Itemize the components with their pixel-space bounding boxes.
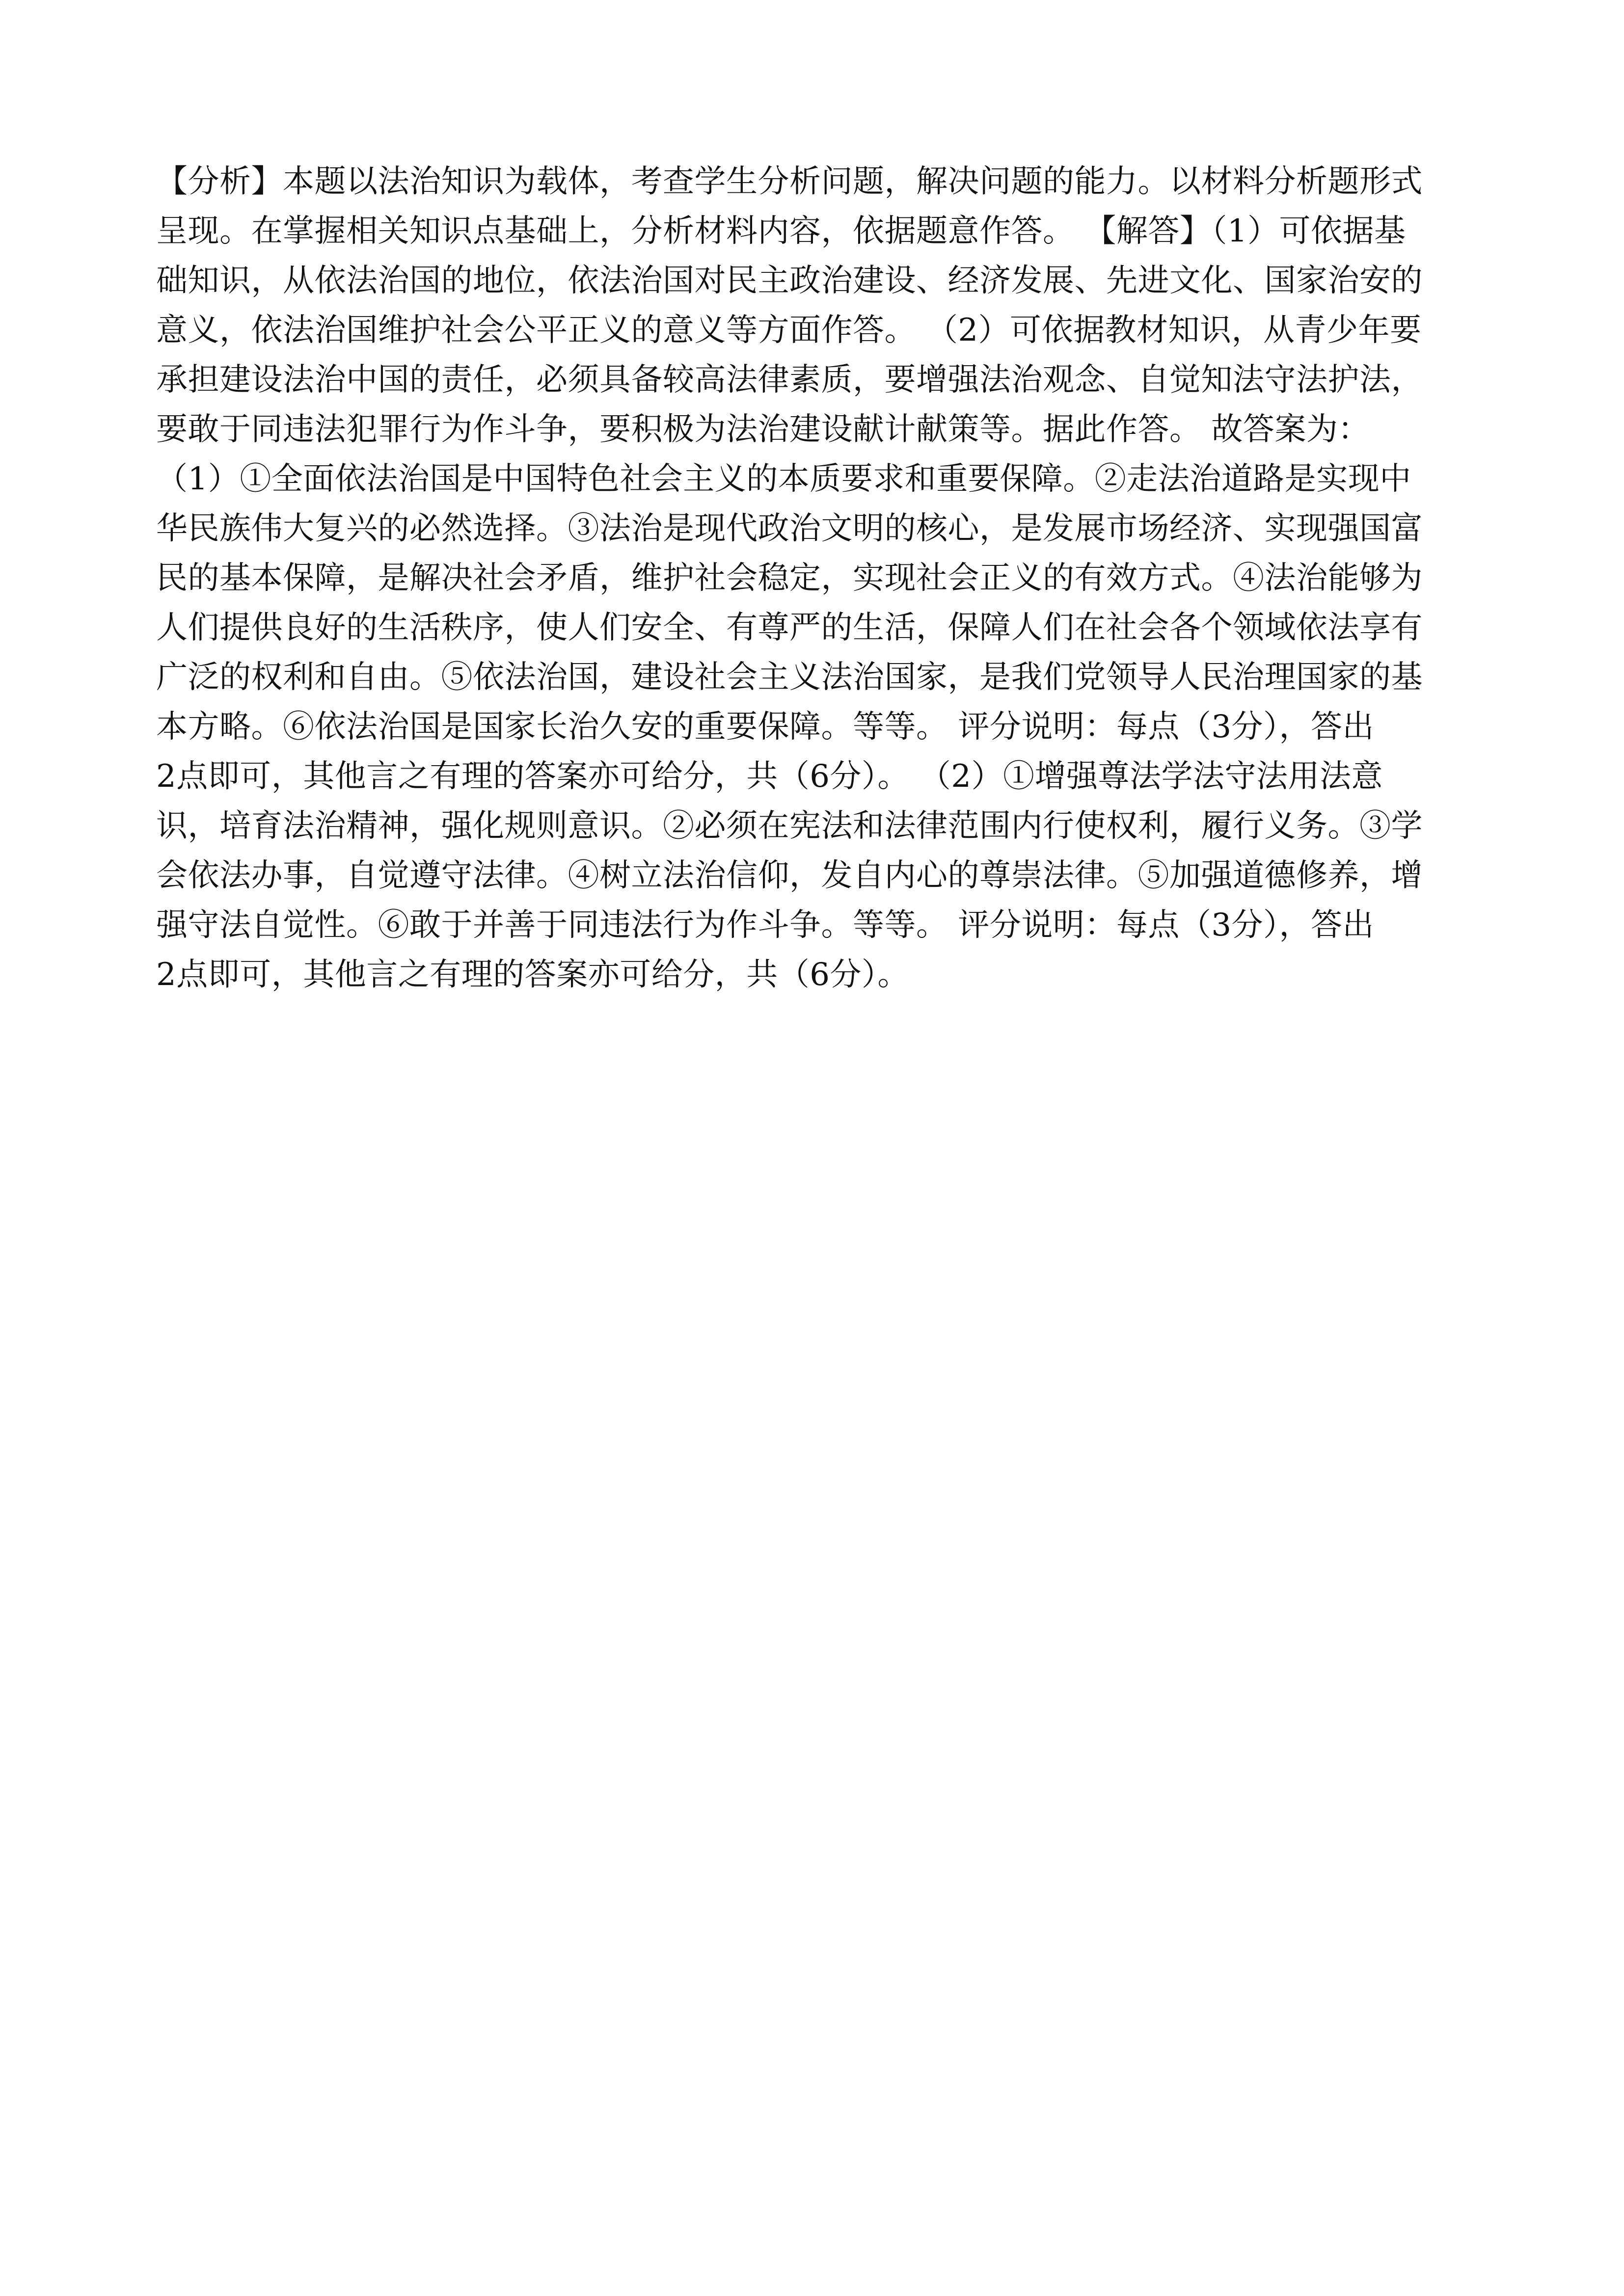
text-line: 意义，依法治国维护社会公平正义的意义等方面作答。 （2）可依据教材知识，从青少年要 xyxy=(156,312,1422,348)
text-line: 2点即可，其他言之有理的答案亦可给分，共（6分）。 xyxy=(156,957,909,993)
text-line: 识，培育法治精神，强化规则意识。②必须在宪法和法律范围内行使权利，履行义务。③学 xyxy=(156,808,1423,844)
text-line: 民的基本保障，是解决社会矛盾，维护社会稳定，实现社会正义的有效方式。④法治能够为 xyxy=(156,560,1423,596)
text-line: 承担建设法治中国的责任，必须具备较高法律素质，要增强法治观念、自觉知法守法护法， xyxy=(156,362,1423,398)
text-line: 呈现。在掌握相关知识点基础上，分析材料内容，依据题意作答。 【解答】（1）可依据基 xyxy=(156,213,1406,249)
text-line: 华民族伟大复兴的必然选择。③法治是现代政治文明的核心，是发展市场经济、实现强国富 xyxy=(156,510,1423,547)
text-line: 2点即可，其他言之有理的答案亦可给分，共（6分）。 （2）①增强尊法学法守法用法意 xyxy=(156,758,1383,795)
text-line: 本方略。⑥依法治国是国家长治久安的重要保障。等等。 评分说明：每点（3分），答出 xyxy=(156,709,1375,745)
answer-analysis-text xyxy=(156,157,1482,1000)
text-line: 广泛的权利和自由。⑤依法治国，建设社会主义法治国家，是我们党领导人民治理国家的基 xyxy=(156,659,1423,695)
text-line: 强守法自觉性。⑥敢于并善于同违法行为作斗争。等等。 评分说明：每点（3分），答出 xyxy=(156,907,1375,943)
text-line: （1）①全面依法治国是中国特色社会主义的本质要求和重要保障。②走法治道路是实现中 xyxy=(156,461,1411,497)
text-line: 础知识，从依法治国的地位，依法治国对民主政治建设、经济发展、先进文化、国家治安的 xyxy=(156,263,1423,299)
text-line: 【分析】本题以法治知识为载体，考查学生分析问题，解决问题的能力。以材料分析题形式 xyxy=(156,163,1423,200)
text-line: 要敢于同违法犯罪行为作斗争，要积极为法治建设献计献策等。据此作答。 故答案为： xyxy=(156,411,1370,448)
text-line: 人们提供良好的生活秩序，使人们安全、有尊严的生活，保障人们在社会各个领域依法享有 xyxy=(156,610,1423,646)
text-line: 会依法办事，自觉遵守法律。④树立法治信仰，发自内心的尊崇法律。⑤加强道德修养，增 xyxy=(156,857,1423,894)
